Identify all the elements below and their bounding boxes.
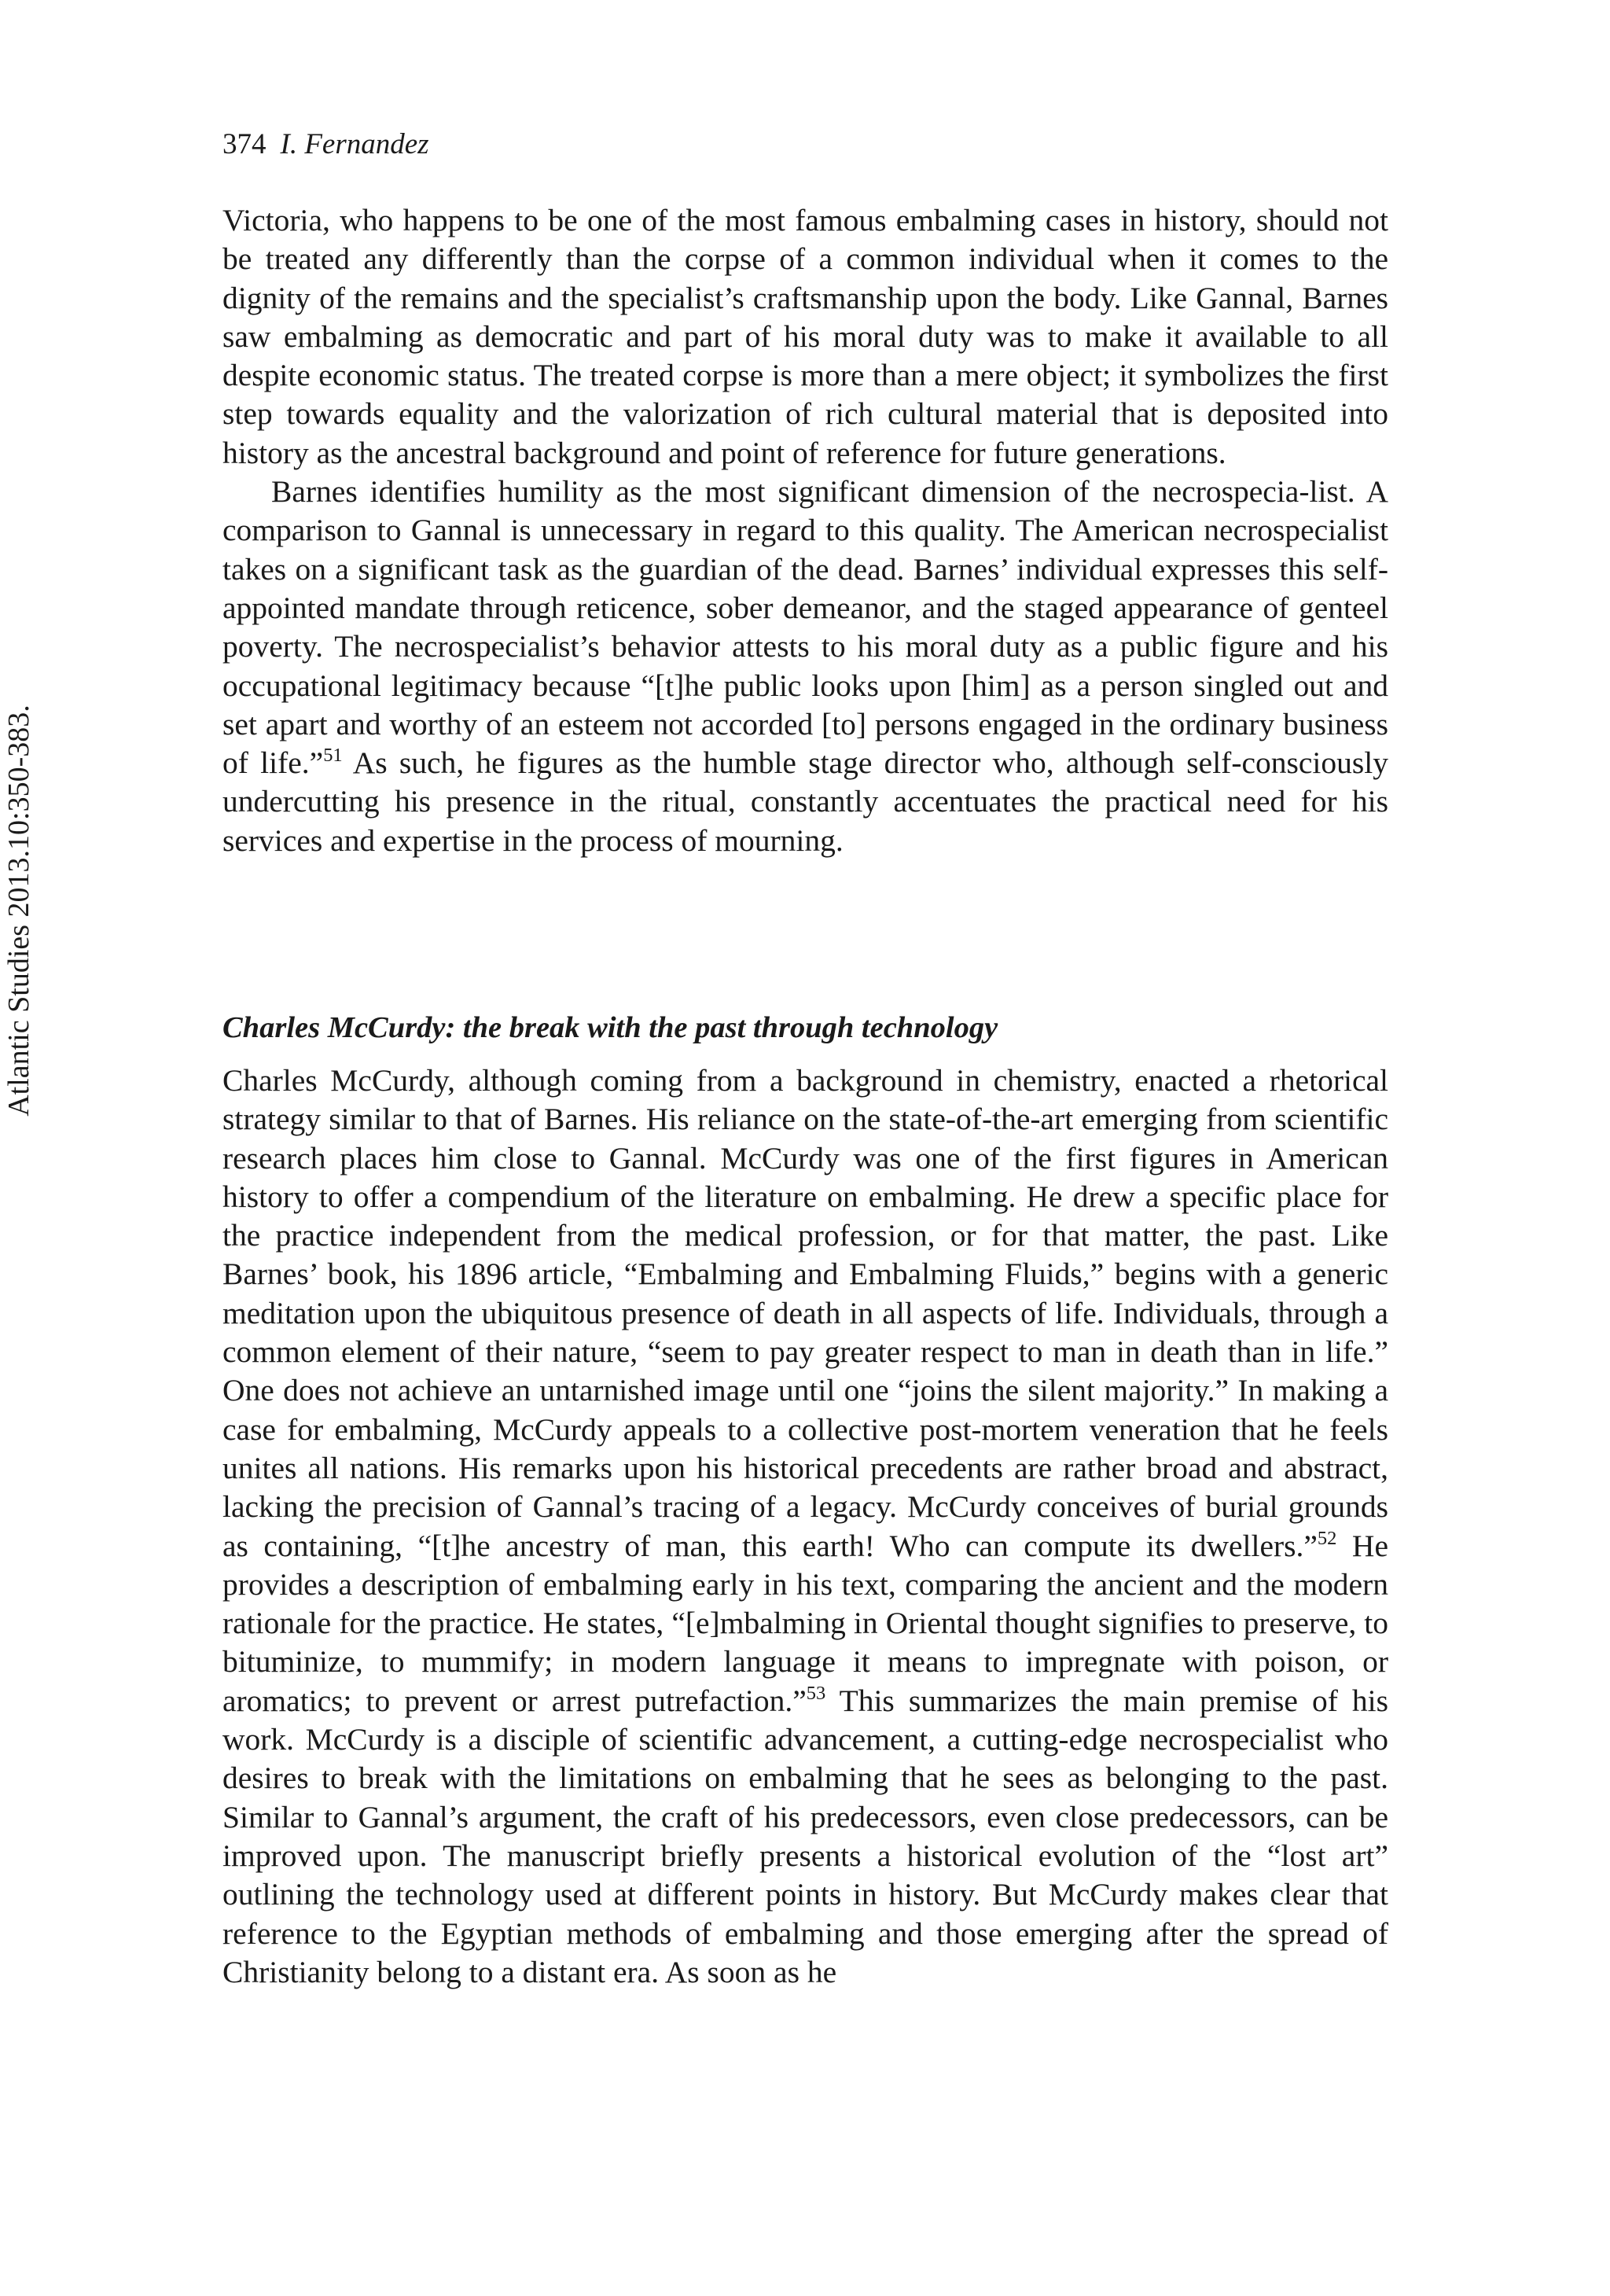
footnote-ref-51[interactable]: 51	[323, 744, 343, 766]
section-heading: Charles McCurdy: the break with the past through technology	[222, 1011, 998, 1044]
paragraph-text: He provides a description of embalming early in his text, comparing the ancient and the modern rationale for the practice. He states, “[e]mbalming in Oriental thought signifies to preserve, to bituminize, to mummify; in modern language it means to impregnate with poison, or aromatics; to prevent or arrest putrefaction.”	[222, 1528, 1388, 1718]
paragraph	[222, 473, 1388, 860]
paragraph	[222, 1062, 1388, 1992]
paragraph-text: As such, he figures as the humble stage director who, although self-consciously undercutting his presence in the ritual, constantly accentuates the practical need for his services and expertise in the process of mourning.	[222, 745, 1388, 858]
paragraph-text: Charles McCurdy, although coming from a background in chemistry, enacted a rhetorical strategy similar to that of Barnes. His reliance on the state-of-the-art emerging from scientific research places him close to Gannal. McCurdy was one of the first figures in American history to offer a compendium of the literature on embalming. He drew a specific place for the practice independent from the medical profession, or for that matter, the past. Like Barnes’ book, his 1896 article, “Embalming and Embalming Fluids,” begins with a generic meditation upon the ubiquitous presence of death in all aspects of life. Individuals, through a common element of their nature, “seem to pay greater respect to man in death than in life.” One does not achieve an untarnished image until one “joins the silent majority.” In making a case for embalming, McCurdy appeals to a collective post-mortem veneration that he feels unites all nations. His remarks upon his historical precedents are rather broad and abstract, lacking the precision of Gannal’s tracing of a legacy. McCurdy conceives of burial grounds as containing, “[t]he ancestry of man, this earth! Who can compute its dwellers.”	[222, 1063, 1388, 1563]
footnote-ref-52[interactable]: 52	[1317, 1527, 1337, 1549]
paragraph-text: This summarizes the main premise of his work. McCurdy is a disciple of scientific advancement, a cutting-edge necrospecialist who desires to break with the limitations on embalming that he sees as belonging to the past. Similar to Gannal’s argument, the craft of his predecessors, even close predecessors, can be improved upon. The manuscript briefly presents a historical evolution of the “lost art” outlining the technology used at different points in history. But McCurdy makes clear that reference to the Egyptian methods of embalming and those emerging after the spread of Christianity belong to a distant era. As soon as he	[222, 1683, 1389, 1989]
paragraph: Victoria, who happens to be one of the most famous embalming cases in history, should not be treated any differently than the corpse of a common individual when it comes to the dignity of the remains and the specialist’s craftsmanship upon the body. Like Gannal, Barnes saw embalming as democratic and part of his moral duty was to make it available to all despite economic status. The treated corpse is more than a mere object; it symbolizes the first step towards equality and the valorization of rich cultural material that is deposited into history as the ancestral background and point of reference for future generations.	[222, 203, 1388, 470]
page-number: 374	[222, 128, 266, 160]
body-text-block-1	[222, 201, 1388, 860]
footnote-ref-53[interactable]: 53	[806, 1682, 826, 1704]
running-head	[222, 127, 429, 162]
body-text-block-2	[222, 1062, 1388, 1992]
running-head-author: I. Fernandez	[280, 128, 429, 160]
paragraph-text: Barnes identifies humility as the most significant dimension of the necrospecia-list. A comparison to Gannal is unnecessary in regard to this quality. The American necrospecialist takes on a significant task as the guardian of the dead. Barnes’ individual expresses this self-appointed mandate through reticence, sober demeanor, and the staged appearance of genteel poverty. The necrospecialist’s behavior attests to his moral duty as a public figure and his occupational legitimacy because “[t]he public looks upon [him] as a person singled out and set apart and worthy of an esteem not accorded [to] persons engaged in the ordinary business of life.”	[222, 474, 1388, 781]
side-citation-text: Atlantic Studies 2013.10:350-383.	[2, 705, 35, 1117]
